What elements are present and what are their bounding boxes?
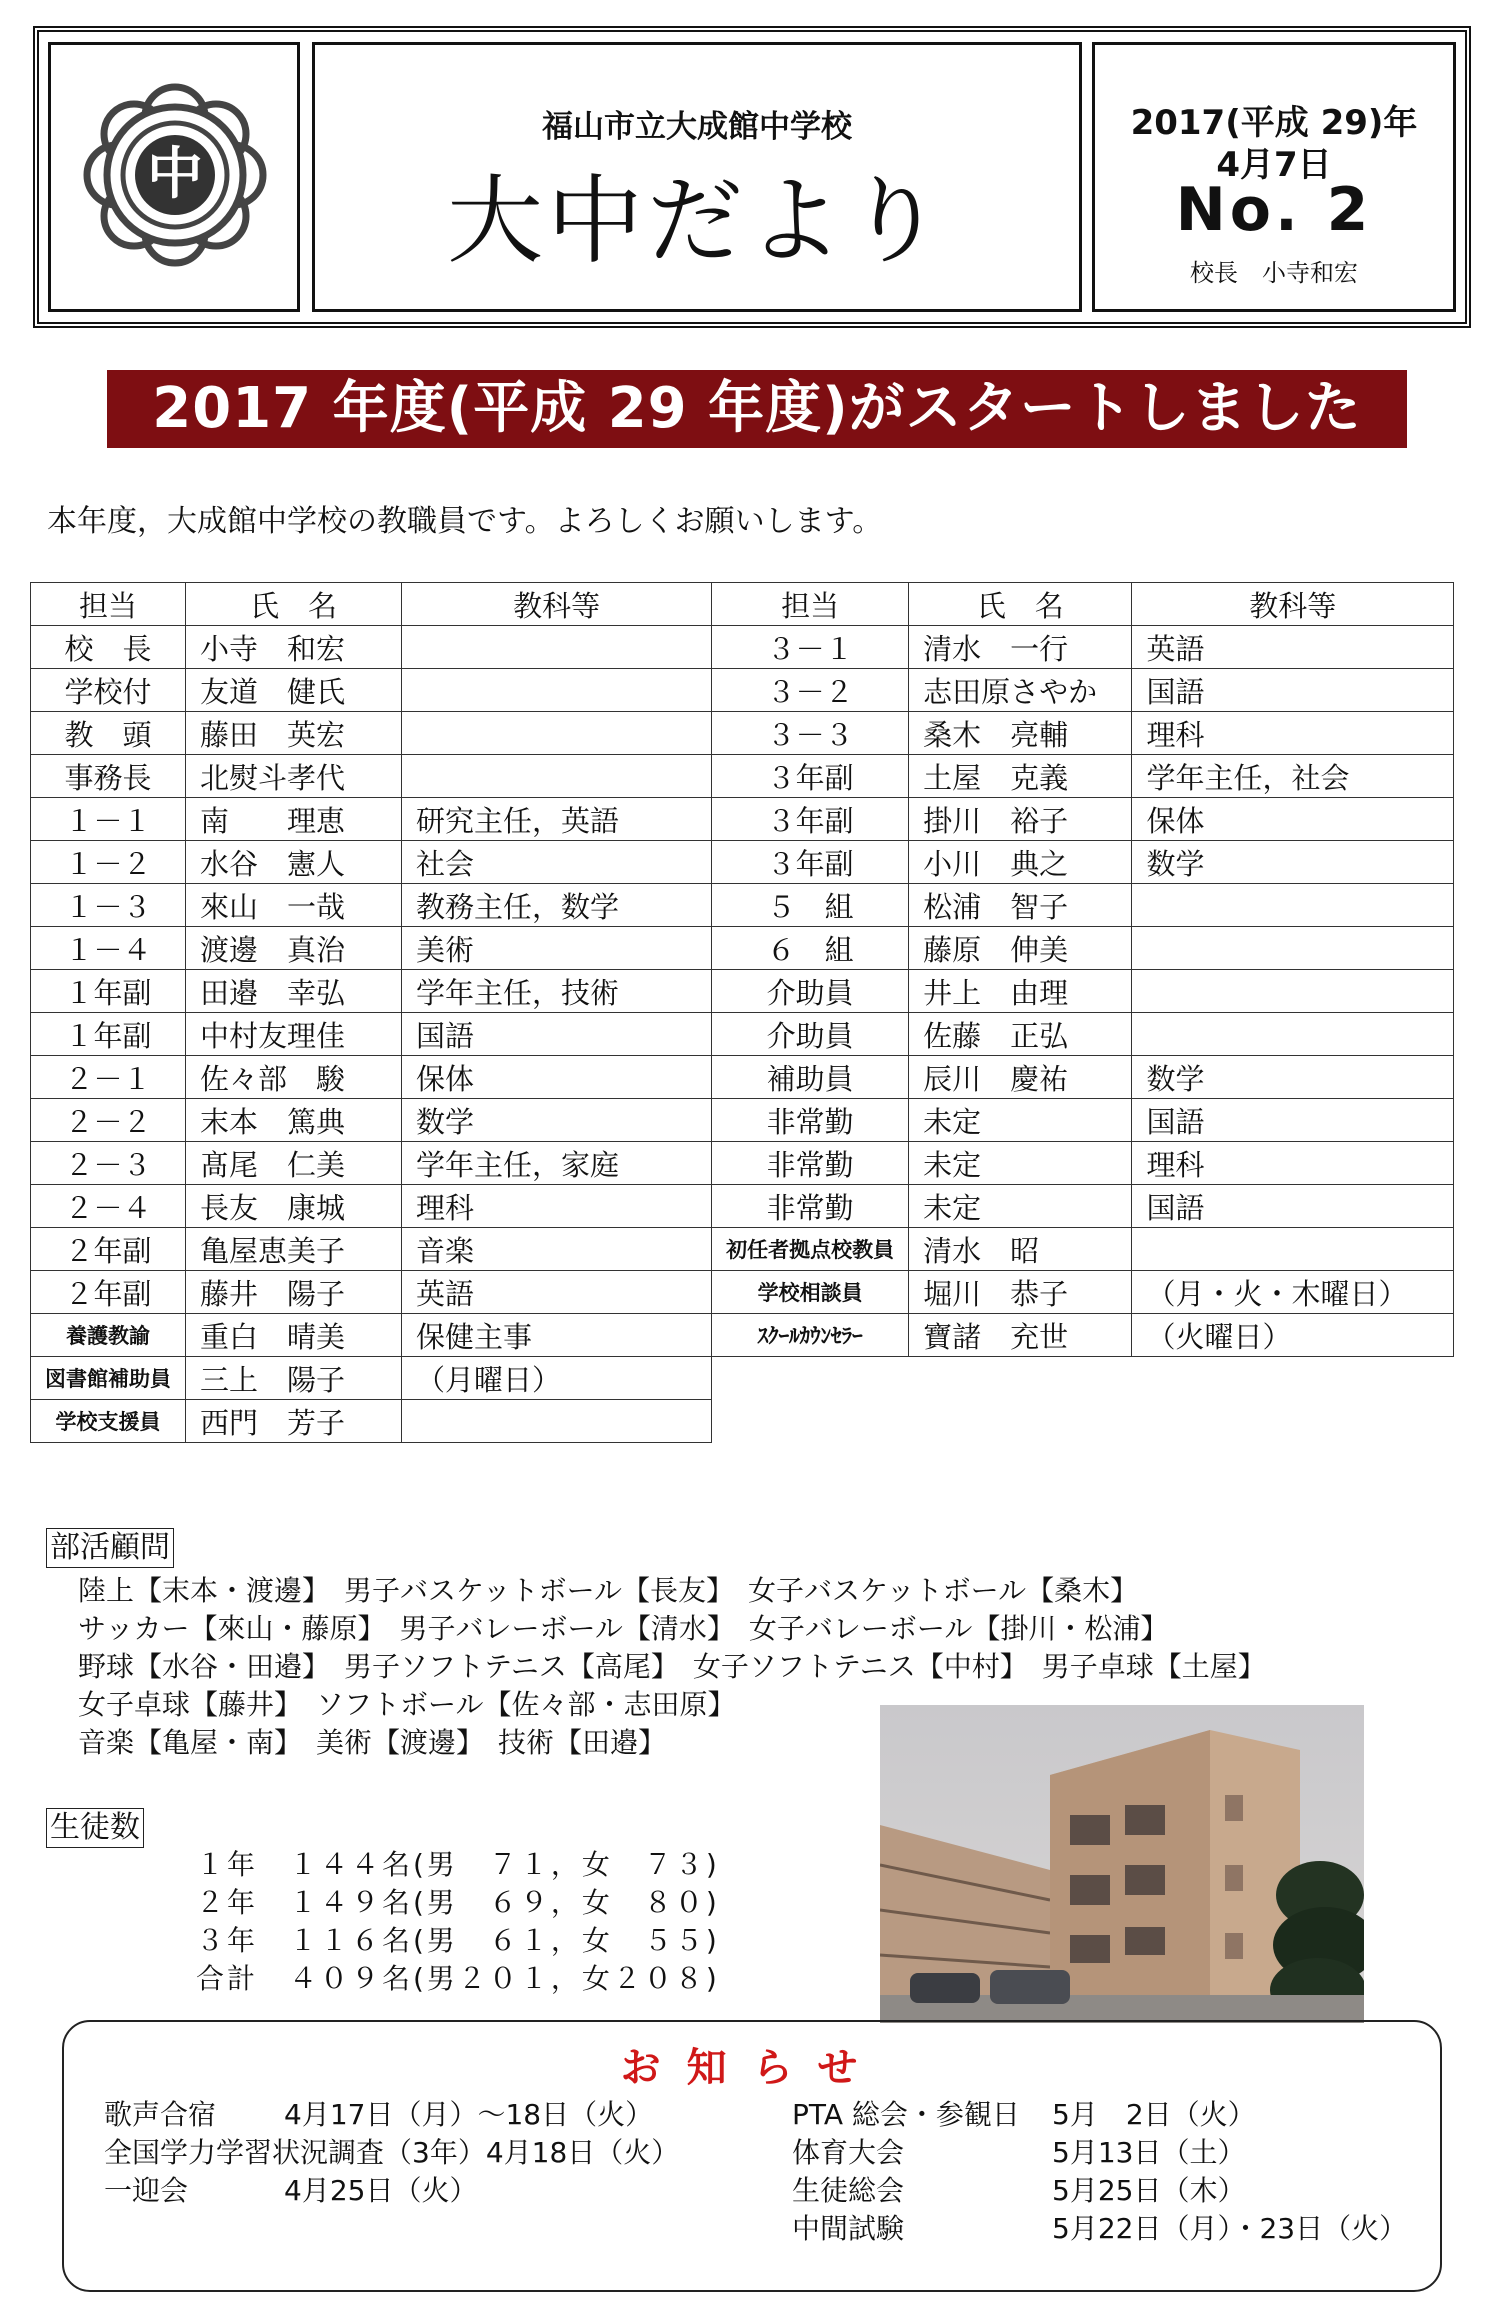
staff-role: ２－１ [31,1056,186,1099]
staff-subject [402,712,712,755]
staff-subject: 理科 [1132,1142,1454,1185]
table-row [31,755,1454,798]
headline-banner: 2017 年度(平成 29 年度)がスタートしました [107,370,1407,448]
staff-name: 寶諸 充世 [909,1314,1132,1357]
club-line: 野球【水谷・田邉】 男子ソフトテニス【高尾】 女子ソフトテニス【中村】 男子卓球【土屋】 [78,1650,1266,1683]
notice-event: PTA 総会・参観日 [792,2098,1020,2131]
staff-role: １－１ [31,798,186,841]
table-header-row [31,583,1454,626]
table-row [31,1314,1454,1357]
staff-subject: 学年主任，技術 [402,970,712,1013]
staff-subject: 国語 [1132,669,1454,712]
student-counts [196,1846,720,1998]
students-label: 生徒数 [46,1808,144,1848]
staff-subject [402,626,712,669]
staff-name: 重白 晴美 [186,1314,402,1357]
empty-cell [712,1357,909,1400]
notice-item [104,2172,679,2210]
staff-subject [1132,927,1454,970]
staff-name: 未定 [909,1142,1132,1185]
staff-role: 補助員 [712,1056,909,1099]
staff-subject: （月・火・木曜日） [1132,1271,1454,1314]
staff-subject: 理科 [402,1185,712,1228]
staff-name: 小川 典之 [909,841,1132,884]
staff-name: 來山 一哉 [186,884,402,927]
newsletter-title: 大中だより [447,165,947,277]
notice-date: 4月25日（火） [284,2174,478,2207]
date-box [1092,42,1456,312]
student-count-line: １年 １４４名(男 ７１，女 ７３) [196,1848,720,1881]
issue-number: No. 2 [1175,175,1373,245]
notice-date: 4月18日（火） [485,2136,680,2169]
staff-name: 田邉 幸弘 [186,970,402,1013]
staff-subject: 音楽 [402,1228,712,1271]
staff-role: １年副 [31,970,186,1013]
notice-item [104,2134,679,2172]
notice-event: 全国学力学習状況調査（3年） [104,2136,486,2169]
staff-subject: 国語 [1132,1185,1454,1228]
club-line: 陸上【末本・渡邊】 男子バスケットボール【長友】 女子バスケットボール【桑木】 [78,1574,1139,1607]
table-row [31,1142,1454,1185]
staff-subject [1132,1013,1454,1056]
notice-event: 体育大会 [792,2136,905,2169]
empty-cell [909,1400,1132,1443]
intro-text: 本年度，大成館中学校の教職員です。よろしくお願いします。 [47,504,883,539]
staff-name: 水谷 憲人 [186,841,402,884]
staff-subject: 教務主任，数学 [402,884,712,927]
staff-name: 中村友理佳 [186,1013,402,1056]
staff-role: 校 長 [31,626,186,669]
column-header: 担当 [712,583,909,626]
club-line: 音楽【亀屋・南】 美術【渡邊】 技術【田邉】 [78,1726,667,1759]
table-row [31,669,1454,712]
emblem-box [48,42,300,312]
staff-role: ３－２ [712,669,909,712]
staff-role: ２－４ [31,1185,186,1228]
staff-role: ６ 組 [712,927,909,970]
staff-subject: 理科 [1132,712,1454,755]
notice-item [792,2172,1407,2210]
table-row [31,1056,1454,1099]
table-row [31,927,1454,970]
table-row [31,1357,1454,1400]
staff-name: 佐藤 正弘 [909,1013,1132,1056]
staff-role: １－２ [31,841,186,884]
column-header: 氏 名 [909,583,1132,626]
staff-name: 三上 陽子 [186,1357,402,1400]
empty-cell [1132,1357,1454,1400]
table-row [31,798,1454,841]
staff-subject: 学年主任，社会 [1132,755,1454,798]
table-row [31,626,1454,669]
emblem-char: 中 [147,142,203,207]
table-row [31,1271,1454,1314]
staff-role: ２年副 [31,1228,186,1271]
staff-role: 初任者拠点校教員 [712,1228,909,1271]
empty-cell [1132,1400,1454,1443]
staff-role: ３年副 [712,755,909,798]
notice-date: 4月17日（月）～18日（火） [284,2098,654,2131]
student-count-line: 合計 ４０９名(男２０１，女２０８) [196,1962,720,1995]
staff-subject: 研究主任，英語 [402,798,712,841]
table-row [31,884,1454,927]
staff-role: ３－３ [712,712,909,755]
staff-subject: 学年主任，家庭 [402,1142,712,1185]
staff-subject: 数学 [402,1099,712,1142]
staff-name: 末本 篤典 [186,1099,402,1142]
issue-year: 2017(平成 29)年 [1130,103,1418,143]
notice-event: 中間試験 [792,2212,905,2245]
table-row [31,1228,1454,1271]
staff-role: ２年副 [31,1271,186,1314]
staff-table [30,582,1454,1443]
staff-subject: （火曜日） [1132,1314,1454,1357]
club-line: サッカー【來山・藤原】 男子バレーボール【清水】 女子バレーボール【掛川・松浦】 [78,1612,1169,1645]
staff-role: ３年副 [712,841,909,884]
staff-subject [402,669,712,712]
staff-role: 事務長 [31,755,186,798]
column-header: 教科等 [1132,583,1454,626]
table-row [31,970,1454,1013]
staff-role: ２－３ [31,1142,186,1185]
staff-name: 髙尾 仁美 [186,1142,402,1185]
issue-date: 4月7日 [1216,145,1332,185]
staff-role: 介助員 [712,970,909,1013]
notice-item [792,2134,1407,2172]
staff-subject: 英語 [402,1271,712,1314]
notice-date: 5月 2日（火） [1052,2098,1256,2131]
staff-name: 亀屋恵美子 [186,1228,402,1271]
staff-subject [402,755,712,798]
staff-role: 非常勤 [712,1185,909,1228]
table-row [31,1013,1454,1056]
table-row [31,712,1454,755]
staff-role: 図書館補助員 [31,1357,186,1400]
staff-subject: 国語 [1132,1099,1454,1142]
staff-role: 学校支援員 [31,1400,186,1443]
table-row [31,1099,1454,1142]
staff-name: 井上 由理 [909,970,1132,1013]
staff-name: 長友 康城 [186,1185,402,1228]
staff-subject: 保体 [402,1056,712,1099]
column-header: 氏 名 [186,583,402,626]
staff-name: 掛川 裕子 [909,798,1132,841]
notice-item [792,2210,1407,2248]
staff-name: 未定 [909,1099,1132,1142]
notice-date: 5月13日（土） [1052,2136,1246,2169]
staff-subject: 保健主事 [402,1314,712,1357]
staff-role: １－４ [31,927,186,970]
notice-item [104,2096,679,2134]
staff-role: ３－１ [712,626,909,669]
staff-name: 桑木 亮輔 [909,712,1132,755]
staff-subject: 社会 [402,841,712,884]
staff-name: 土屋 克義 [909,755,1132,798]
staff-subject: （月曜日） [402,1357,712,1400]
notice-title: お知らせ [620,2045,884,2091]
staff-subject: 数学 [1132,841,1454,884]
principal-name: 校長 小寺和宏 [1190,259,1358,287]
staff-role: 非常勤 [712,1099,909,1142]
student-count-line: ２年 １４９名(男 ６９，女 ８０) [196,1886,720,1919]
table-row [31,841,1454,884]
staff-role: ３年副 [712,798,909,841]
staff-name: 南 理恵 [186,798,402,841]
notice-event: 一迎会 [104,2174,189,2207]
school-emblem-icon [75,75,275,275]
staff-subject: 保体 [1132,798,1454,841]
staff-name: 北熨斗孝代 [186,755,402,798]
staff-name: 未定 [909,1185,1132,1228]
notice-item [792,2096,1407,2134]
staff-name: 小寺 和宏 [186,626,402,669]
staff-name: 西門 芳子 [186,1400,402,1443]
staff-name: 清水 一行 [909,626,1132,669]
staff-role: １年副 [31,1013,186,1056]
staff-subject [402,1400,712,1443]
staff-role: 学校相談員 [712,1271,909,1314]
column-header: 教科等 [402,583,712,626]
notice-event: 生徒総会 [792,2174,905,2207]
notice-date: 5月25日（木） [1052,2174,1246,2207]
title-box [312,42,1082,312]
staff-name: 志田原さやか [909,669,1132,712]
empty-cell [712,1400,909,1443]
staff-subject [1132,970,1454,1013]
staff-subject: 美術 [402,927,712,970]
staff-name: 辰川 慶祐 [909,1056,1132,1099]
staff-role: 非常勤 [712,1142,909,1185]
empty-cell [909,1357,1132,1400]
notice-left-list [104,2096,679,2210]
club-line: 女子卓球【藤井】 ソフトボール【佐々部・志田原】 [78,1688,736,1721]
notice-date: 5月22日（月）・23日（火） [1052,2212,1408,2245]
table-row [31,1185,1454,1228]
staff-role: 学校付 [31,669,186,712]
staff-subject [1132,884,1454,927]
staff-name: 渡邊 真治 [186,927,402,970]
clubs-label: 部活顧問 [46,1528,174,1568]
staff-name: 藤田 英宏 [186,712,402,755]
staff-name: 松浦 智子 [909,884,1132,927]
notice-right-list [792,2096,1407,2248]
student-count-line: ３年 １１６名(男 ６１，女 ５５) [196,1924,720,1957]
staff-name: 藤原 伸美 [909,927,1132,970]
staff-subject: 英語 [1132,626,1454,669]
column-header: 担当 [31,583,186,626]
staff-role: 養護教諭 [31,1314,186,1357]
staff-subject: 数学 [1132,1056,1454,1099]
notice-box [62,2020,1442,2292]
staff-name: 堀川 恭子 [909,1271,1132,1314]
staff-role: １－３ [31,884,186,927]
staff-name: 友道 健氏 [186,669,402,712]
staff-role: 介助員 [712,1013,909,1056]
school-name: 福山市立大成館中学校 [542,109,852,145]
table-row [31,1400,1454,1443]
staff-subject [1132,1228,1454,1271]
staff-name: 清水 昭 [909,1228,1132,1271]
staff-role: ２－２ [31,1099,186,1142]
notice-event: 歌声合宿 [104,2098,217,2131]
staff-subject: 国語 [402,1013,712,1056]
staff-role: 教 頭 [31,712,186,755]
staff-name: 藤井 陽子 [186,1271,402,1314]
staff-role: ｽｸｰﾙｶｳﾝｾﾗｰ [712,1314,909,1357]
school-building-photo [880,1705,1364,2023]
staff-name: 佐々部 駿 [186,1056,402,1099]
staff-role: ５ 組 [712,884,909,927]
